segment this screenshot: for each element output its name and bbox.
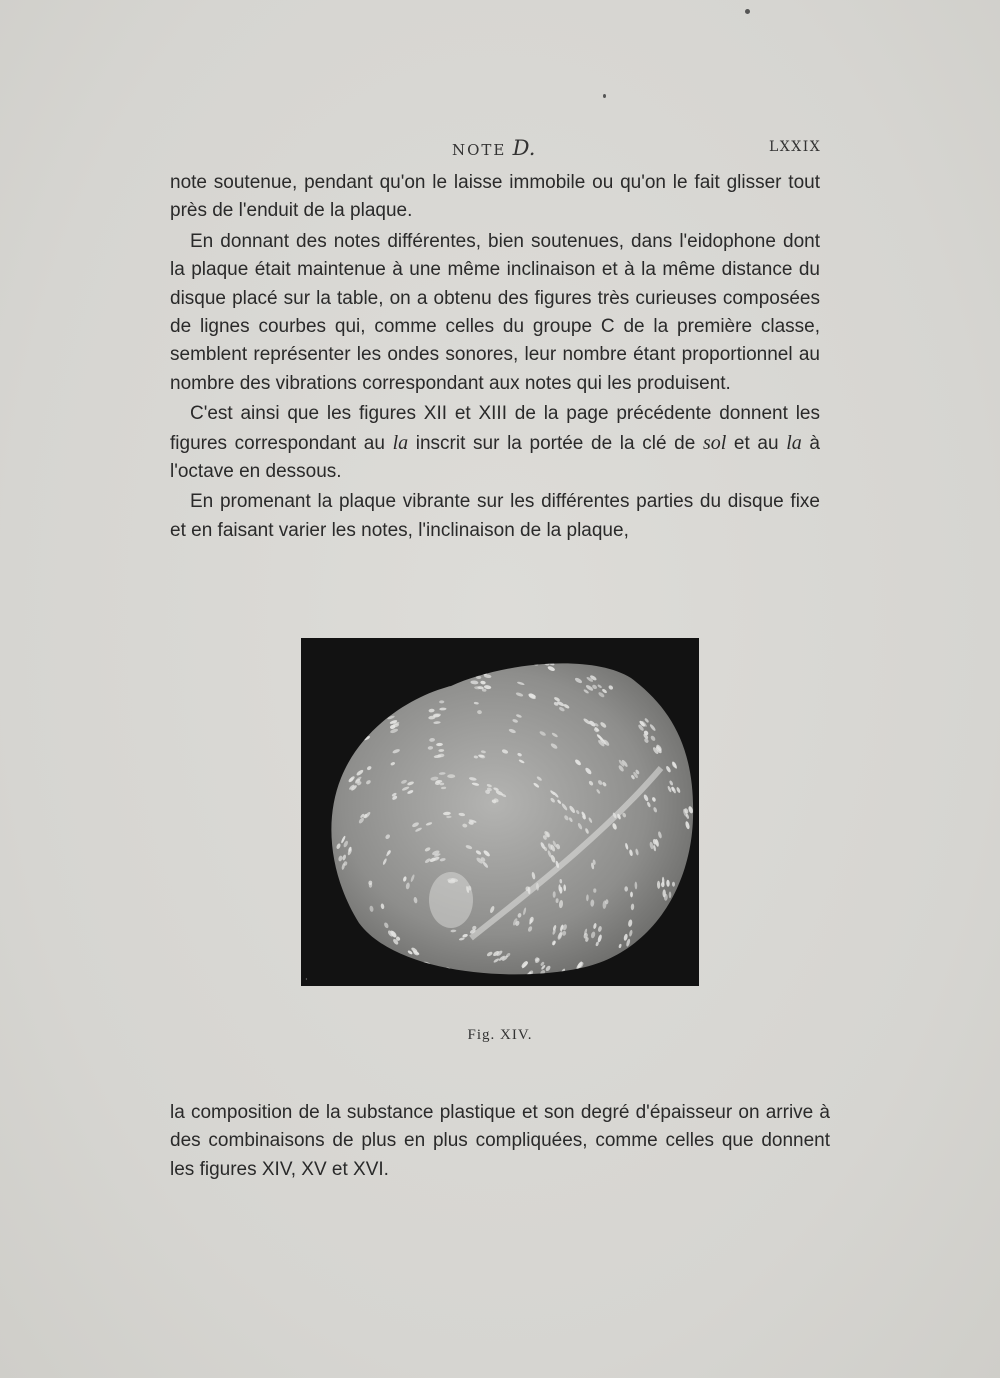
pattern-dot <box>335 896 339 901</box>
pattern-dot <box>690 725 696 732</box>
paragraph-continued: note soutenue, pendant qu'on le laisse immobile ou qu'on le fait glisser tout près de l'enduit de la plaque. <box>170 172 820 222</box>
pattern-dot <box>671 710 678 718</box>
italic-la: la <box>392 431 409 454</box>
pattern-dot <box>691 730 698 738</box>
pattern-dot <box>688 746 694 752</box>
pattern-dot <box>693 909 697 915</box>
pattern-dot <box>332 966 339 975</box>
pattern-dot <box>675 672 681 678</box>
pattern-dot <box>358 702 366 708</box>
pattern-dot <box>402 671 408 675</box>
pattern-dot <box>458 972 466 977</box>
paragraph-figures-xii-xiii <box>170 400 820 486</box>
pattern-node <box>429 872 473 928</box>
pattern-dot <box>389 681 397 686</box>
pattern-dot <box>359 695 367 701</box>
pattern-dot <box>686 725 691 730</box>
pattern-dot <box>395 673 401 677</box>
pattern-dot <box>435 970 440 974</box>
pattern-dot <box>691 751 697 759</box>
pattern-dot <box>353 944 359 951</box>
pattern-dot <box>447 774 455 778</box>
header-note-letter: D. <box>512 136 536 160</box>
pattern-dot <box>353 931 360 940</box>
disc-shape <box>331 663 693 974</box>
pattern-dot <box>355 703 362 708</box>
pattern-dot <box>637 976 643 983</box>
paragraph-combinaisons: la composition de la substance plastique et son degré d'épaisseur on arrive à des combinaisons de plus en plus compliquées, comme celles que donnent les figures XIV, XV et XVI. <box>170 1102 830 1180</box>
pattern-dot <box>563 973 568 979</box>
pattern-dot <box>333 923 339 932</box>
pattern-dot <box>618 974 623 980</box>
pattern-dot <box>689 918 693 923</box>
pattern-dot <box>335 904 338 910</box>
pattern-dot <box>349 694 358 701</box>
pattern-dot <box>664 666 672 674</box>
pattern-dot <box>478 671 485 675</box>
pattern-dot <box>609 967 615 975</box>
pattern-dot <box>450 977 456 980</box>
text-run: inscrit sur la portée de la clé de <box>408 432 703 454</box>
header-note-word: NOTE <box>452 141 507 159</box>
pattern-dot <box>398 679 406 684</box>
vibration-pattern-image <box>301 638 699 986</box>
pattern-dot <box>657 962 662 969</box>
pattern-dot <box>679 966 685 974</box>
pattern-dot <box>393 686 400 691</box>
pattern-dot <box>560 975 567 983</box>
pattern-dot <box>694 857 697 864</box>
body-text-bottom <box>170 1099 830 1184</box>
pattern-dot <box>366 954 373 961</box>
page-number: LXXIX <box>769 139 822 155</box>
pattern-dot <box>683 725 690 733</box>
paragraph-eidophone: En donnant des notes différentes, bien soutenues, dans l'eidophone dont la plaque était maintenue à une même inclinaison et à la même distance du disque placé sur la table, on a obtenu des figures très curieuses composées de lignes courbes qui, comme celles du groupe C de la première classe, semblent représenter les ondes sonores, leur nombre étant proportionnel au nombre des vibrations correspondant aux notes qui les produisent. <box>170 230 820 394</box>
italic-sol: sol <box>702 431 727 454</box>
pattern-dot <box>358 691 365 697</box>
pattern-dot <box>656 924 660 932</box>
pattern-dot <box>642 976 649 985</box>
text-run: à l'octave en dessous. <box>170 432 820 483</box>
pattern-dot <box>676 714 682 720</box>
paper-speck <box>745 9 750 14</box>
pattern-dot <box>669 925 673 933</box>
pattern-dot <box>679 725 685 732</box>
pattern-dot <box>395 677 403 682</box>
pattern-dot <box>345 924 351 933</box>
pattern-dot <box>657 967 662 973</box>
pattern-dot <box>564 975 571 983</box>
pattern-dot <box>354 943 360 950</box>
pattern-dot <box>329 671 336 677</box>
pattern-dot <box>368 688 373 693</box>
pattern-dot <box>378 972 384 978</box>
pattern-dot <box>449 680 457 683</box>
pattern-dot <box>436 680 443 683</box>
pattern-dot <box>688 719 694 726</box>
pattern-dot <box>391 680 398 684</box>
body-text-top <box>170 169 820 545</box>
pattern-dot <box>678 722 685 730</box>
pattern-dot <box>662 929 666 935</box>
pattern-dot <box>346 937 352 945</box>
pattern-dot <box>383 972 390 978</box>
pattern-dot <box>390 686 396 691</box>
pattern-dot <box>368 954 374 960</box>
text-run: et au <box>726 432 787 454</box>
pattern-dot <box>692 861 697 869</box>
pattern-dot <box>687 957 692 966</box>
pattern-dot <box>362 698 369 703</box>
pattern-dot <box>404 682 411 686</box>
pattern-dot <box>657 923 661 929</box>
pattern-dot <box>576 977 582 984</box>
italic-la: la <box>786 431 802 454</box>
pattern-dot <box>640 975 645 982</box>
pattern-dot <box>630 892 633 898</box>
pattern-dot <box>329 970 334 975</box>
running-header <box>452 136 535 160</box>
pattern-dot <box>400 670 407 674</box>
paper-speck <box>603 94 606 98</box>
pattern-dot <box>664 661 670 667</box>
pattern-dot <box>686 724 692 731</box>
figure-caption: Fig. XIV. <box>467 1027 533 1043</box>
pattern-dot <box>354 663 363 670</box>
text-run: C'est ainsi que les figures XII et XIII de la page précédente donnent les figures correspondant au <box>170 403 820 454</box>
pattern-dot <box>350 690 357 696</box>
pattern-dot <box>336 917 340 924</box>
pattern-dot <box>637 971 641 976</box>
pattern-dot <box>669 892 672 899</box>
pattern-dot <box>334 919 339 927</box>
pattern-dot <box>680 964 685 971</box>
pattern-dot <box>344 938 350 945</box>
paragraph-plaque-vibrante: En promenant la plaque vibrante sur les différentes parties du disque fixe et en faisant varier les notes, l'inclinaison de la plaque, <box>170 491 820 541</box>
pattern-dot <box>663 915 667 922</box>
engraver-mark: · <box>305 975 308 984</box>
pattern-dot <box>566 972 572 979</box>
figure-xiv-photograph <box>301 638 699 986</box>
pattern-dot <box>654 965 659 971</box>
pattern-dot <box>363 662 369 667</box>
pattern-dot <box>661 666 667 671</box>
